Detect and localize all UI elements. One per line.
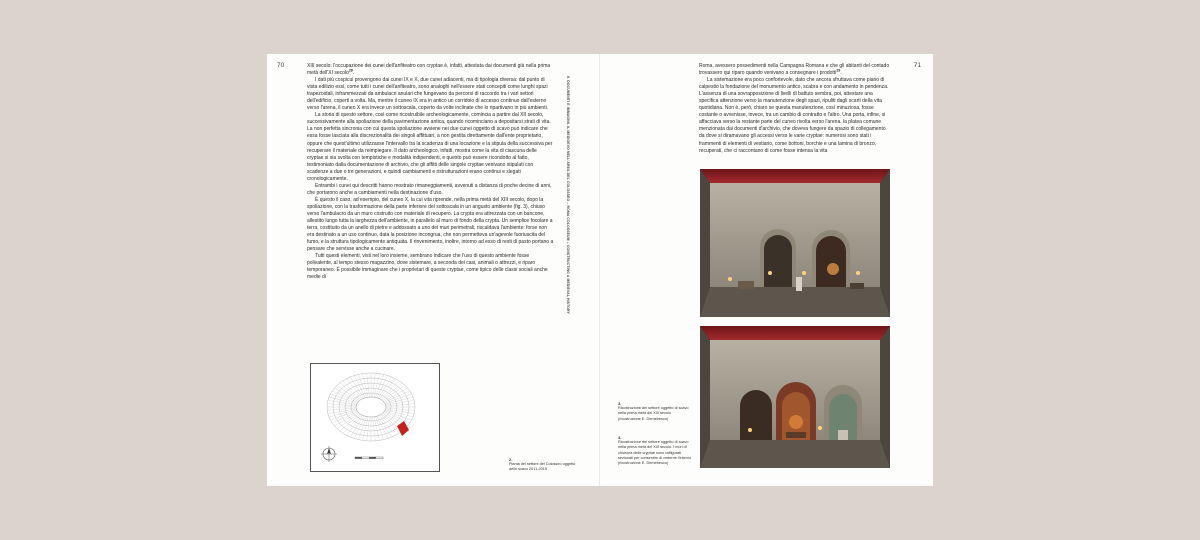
- book-spread: [267, 54, 933, 486]
- compass-north-icon: [321, 446, 337, 462]
- plan-radial-wall: [383, 385, 405, 400]
- figure-2-number: 2.: [509, 457, 513, 462]
- left-text-column: [307, 63, 554, 281]
- paragraph: [699, 63, 891, 77]
- figure-3-text: Ricostruzione del settore oggetto di scavo nella prima metà del XIII secolo (ricostruzione E. Demetrescu): [618, 406, 689, 421]
- plan-radial-wall: [347, 379, 363, 399]
- figure-4-number: 4.: [618, 435, 622, 440]
- page-number-left: 70: [277, 62, 285, 69]
- paragraph-text: La sistemazione era poco confortevole, dato che ancora sfruttava come piano di calpestio la fondazione del monumento antico, scabra e con andamento in pendenza. L'assenza di una sovrapposizione di livelli di battuto sembra, poi, attestare una specifica attenzione verso la manutenzione degli spazi, ripuliti dagli scarti della vita quotidiana. Non è, però, chiaro se questa manutenzione, così minuziosa, fosse costante o avvenisse, invece, tra un cambio di contratto e l'altro. Una porta, infine, si affacciava verso la restante parte del cuneo rivolta verso l'arena, la platea comune menzionata dai documenti d'archivio, che doveva fungere da spazio di collegamento da dove si diramavano gli accessi verso le varie cryptae: numerosi sono stati i frammenti di elementi di vestiario, come bottoni, borchie e una lamina di bronzo, recuperati, che ci raccontano di come fosse intensa la vita: [699, 77, 889, 154]
- paragraph: [307, 183, 554, 197]
- paragraph: [307, 197, 554, 253]
- figure-3-caption: [618, 401, 693, 422]
- page-number-right: 71: [913, 62, 921, 69]
- footnote-ref: 28: [348, 68, 353, 73]
- paragraph-text: Tutti questi elementi, visti nel loro insieme, sembrano indicare che l'uso di questo ambiente fosse polivalente, al tempo stesso magazzino, dove sistemare, a seconda dei casi, animali o attrezzi, e riparo temporaneo. È possibile immaginare che i proprietari di queste cryptae, come tipico delle classi sociali anche medie di: [307, 253, 548, 281]
- colosseum-plan-figure: [310, 363, 440, 472]
- scale-bar-icon: [355, 457, 383, 459]
- plan-radial-wall: [337, 413, 359, 428]
- plan-radial-wall: [347, 415, 363, 435]
- paragraph-text: La storia di questo settore, così come ricostruibile archeologicamente, comincia a partire dal XII secolo, successivamente alla spoliazione della pavimentazione antica, quando ricominciano a depositarsi strati di vita. La non perfetta sincronia con cui questa spoliazione avviene nei due cunei oggetto di scavo può indicare che essa fosse lasciata alla discrezionalità dei singoli affittuari, a non gestita direttamente dall'ente proprietario, oppure che quest'ultimo utilizzasse l'intervallo tra la scadenza di una locazione e la stipula della successiva per recuperare il materiale da reimpiegare. Il dato archeologico, infatti, mostra come la vita di ciascuna delle cryptae si sia svolta con tempistiche e modalità indipendenti, e questo può essere ricondotto al fatto, testimoniato dalla documentazione di archivio, che gli affitti delle singole cryptae venivano stipulati con scadenze a due o tre generazioni, e quindi cambiamenti e ristrutturazioni erano continui e slegati cronologicamente.: [307, 112, 553, 182]
- plan-radial-wall: [327, 408, 356, 410]
- colosseum-plan-drawing: [311, 364, 439, 471]
- right-text-column: [699, 63, 891, 155]
- plan-radial-wall: [386, 404, 415, 406]
- paragraph-tail: .: [840, 70, 842, 77]
- footnote-ref: 29: [836, 68, 841, 73]
- paragraph-text: I dati più cospicui provengono dai cunei IX e X, due cunei adiacenti, ma di tipologia diversa: dal punto di vista edilizio essi, come tutti i cunei dell'anfiteatro, sono analoghi nell'essere stati concepiti come lunghi spazi trapezoidali, inframmezzati da ambulacri anulari che fungevano da percorsi di raccordo tra i vari settori dell'edificio, coperti a volta. Ma, mentre il cuneo IX era in antico un corridoio di accesso continuo dall'esterno verso l'arena, il cuneo X era invece un sottoscala, coperto da volte inclinate che lo ripartivano in più ambienti.: [307, 77, 549, 112]
- plan-radial-wall: [340, 414, 361, 431]
- figure-4-text: Ricostruzione del settore oggetto di scavo nella prima metà del XIII secolo. I muri di chiusura delle cryptae sono raffigurati sezionati per consentire di vederne l'interno (ricostruzione E. Demetrescu): [618, 440, 692, 466]
- figure-2-text: Planta del settore del Colosseo oggetto dello scavo 2011-2015: [509, 462, 576, 472]
- plan-radial-wall: [340, 383, 361, 400]
- plan-radial-wall: [327, 404, 356, 406]
- figure-3-reconstruction-image: [700, 169, 890, 317]
- paragraph: [699, 77, 891, 155]
- paragraph-text: È questo il caso, ad esempio, del cuneo X, la cui vita riprende, nella prima metà del XIII secolo, dopo la spoliazione, con la trasformazione della parte inferiore del sottoscala in un angusto ambiente (fig. 3), chiuso verso l'ambulacro da un muro costruito con materiale di recupero. La crypta era attrezzata con un bancone, allestito lungo tutta la larghezza dell'ambiente, in parallelo al muro di fondo della crypta. Un semplice focolare a terra, costituito da un anello di pietre e addossato a uno dei muri perimetrali, riscaldava l'ambiente: forse non era destinato a un uso continuo, data la posizione incongrua, che non permetteva un'agevole fuoriuscita del fumo, e la struttura tipologicamente antiquata. Il rinvenimento, inoltre, intorno ad esso di resti di pasto portano a pensare che servisse anche a cucinare.: [307, 196, 554, 253]
- plan-radial-wall: [337, 385, 359, 400]
- paragraph: [307, 112, 554, 182]
- plan-radial-wall: [379, 415, 395, 435]
- page-gutter: [599, 54, 600, 486]
- plan-radial-wall: [382, 383, 403, 400]
- figure-3-number: 3.: [618, 401, 622, 406]
- paragraph: [307, 63, 554, 77]
- paragraph: [307, 77, 554, 112]
- plan-ring: [356, 397, 386, 417]
- paragraph-text: Roma, avessero possedimenti nella Campagna Romana e che gli abitanti del contado trovassero qui riparo quando venivano a consegnare i prodotti: [699, 63, 890, 77]
- figure-4-reconstruction-image: [700, 326, 890, 468]
- plan-radial-wall: [379, 379, 395, 399]
- plan-radial-wall: [386, 408, 415, 410]
- paragraph-text: XIII secolo: l'occupazione dei cunei dell'anfiteatro con cryptae è, infatti, attestata dai documenti già nella prima metà dell'XI secolo: [307, 63, 551, 77]
- paragraph: [307, 253, 554, 281]
- running-head: 6. DOCUMENTI E IMMAGINI. IL MEDIOEVO NELL'AREA DEL COLOSSEO – ROMA COLOSSEUM – CONSTRUCTING A MEDIEVAL HISTORY: [566, 76, 570, 314]
- figure-2-caption: [509, 457, 579, 473]
- paragraph-text: Entrambi i cunei qui descritti hanno mostrato rimaneggiamenti, avvenuti a distanza di poche decine di anni, che portarono anche a cambiamenti nella destinazione d'uso.: [307, 182, 552, 196]
- excavated-sector-highlight: [397, 421, 409, 436]
- figure-4-caption: [618, 435, 693, 466]
- paragraph-tail: .: [352, 70, 355, 77]
